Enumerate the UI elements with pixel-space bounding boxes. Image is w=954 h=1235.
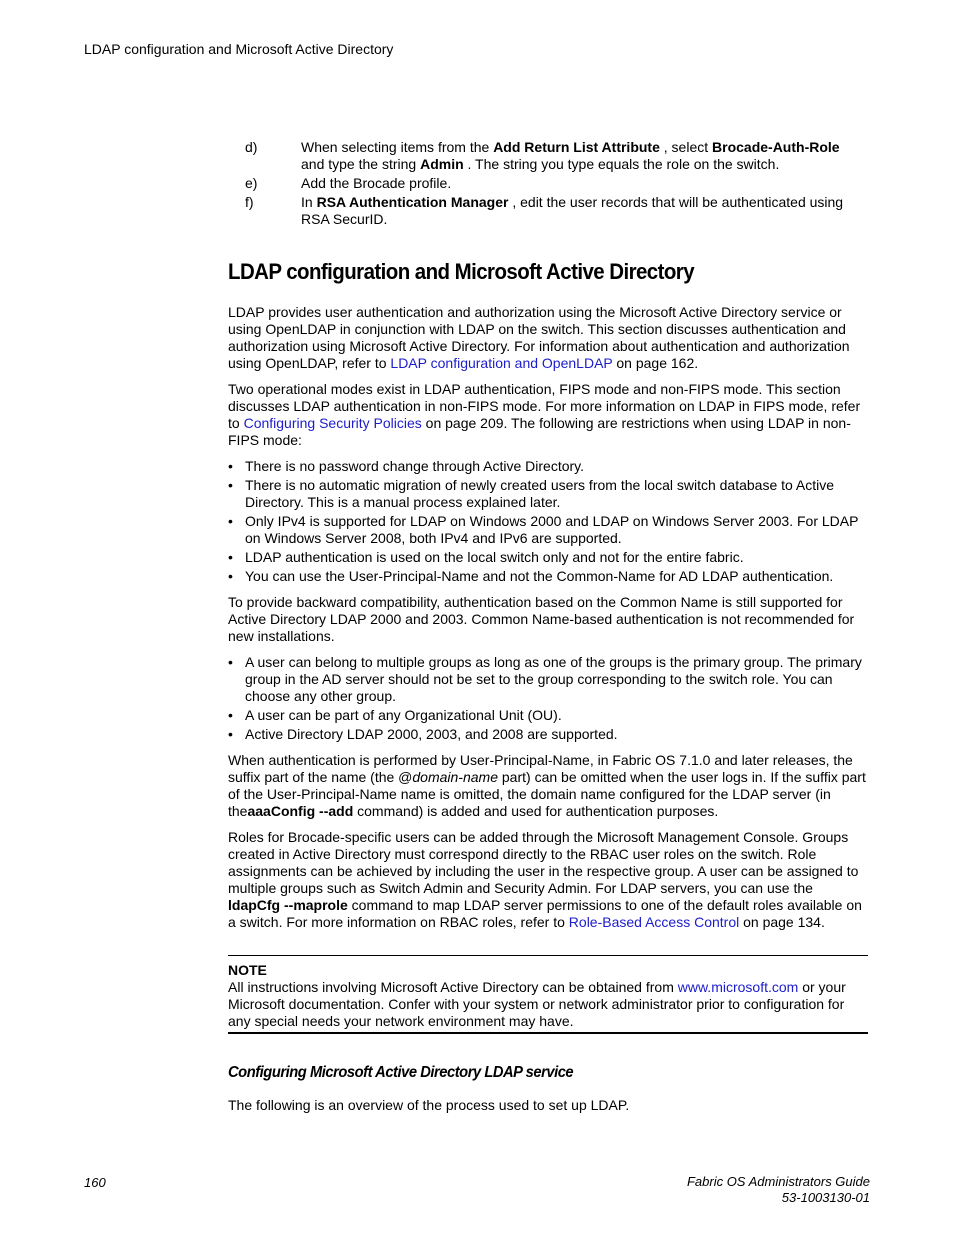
list-item: • LDAP authentication is used on the local switch only and not for the entire fabric. <box>228 549 744 565</box>
link-security-policies[interactable]: Configuring Security Policies <box>243 415 422 431</box>
link-rbac[interactable]: Role-Based Access Control <box>568 914 740 930</box>
list-item: • You can use the User-Principal-Name and not the Common-Name for AD LDAP authentication. <box>228 568 834 584</box>
paragraph-compatibility: To provide backward compatibility, authentication based on the Common Name is still supported for Active Directory LDAP 2000 and 2003. Common Name-based authentication is not recommended for new installations. <box>228 594 855 644</box>
main-content <box>228 258 868 1123</box>
section-title: LDAP configuration and Microsoft Active Directory <box>228 259 695 284</box>
running-header: LDAP configuration and Microsoft Active Directory <box>84 41 394 57</box>
link-microsoft[interactable]: www.microsoft.com <box>677 979 799 995</box>
note-label: NOTE <box>228 962 267 978</box>
step-text: When selecting items from the Add Return List Attribute , select Brocade-Auth-Role and type the string Admin . The string you type equals the role on the switch. <box>301 139 840 172</box>
paragraph-modes: Two operational modes exist in LDAP authentication, FIPS mode and non-FIPS mode. This section discusses LDAP authentication in non-FIPS mode. For more information on LDAP in FIPS mode, refer to Configuring Security Policies on page 209. The following are restrictions when using LDAP in non-FIPS mode: <box>228 381 861 448</box>
link-ldap-openldap[interactable]: LDAP configuration and OpenLDAP <box>390 355 613 371</box>
list-item: • A user can be part of any Organizational Unit (OU). <box>228 707 562 723</box>
note-box <box>228 955 868 1034</box>
guide-title: Fabric OS Administrators Guide <box>686 1174 870 1189</box>
step-f <box>245 194 865 228</box>
doc-number: 53-1003130-01 <box>781 1190 870 1205</box>
list-item: • Active Directory LDAP 2000, 2003, and 2008 are supported. <box>228 726 618 742</box>
step-letter: f) <box>245 194 254 210</box>
step-e <box>245 175 865 192</box>
paragraph-roles: Roles for Brocade-specific users can be added through the Microsoft Management Console. Groups created in Active Directory must correspond directly to the RBAC user roles on the switch. Role assignments can be achieved by including the user in the respective group. A user can be assigned to multiple groups such as Switch Admin and Security Admin. For LDAP servers, you can use the ldapCfg --maprole command to map LDAP server permissions to one of the default roles available on a switch. For more information on RBAC roles, refer to Role-Based Access Control on page 134. <box>228 829 862 930</box>
footer-info <box>687 1174 870 1206</box>
list-item: • A user can belong to multiple groups as long as one of the groups is the primary group. The primary group in the AD server should not be set to the group corresponding to the switch role. You can choose any other group. <box>228 654 862 704</box>
step-letter: d) <box>245 139 258 155</box>
subsection-title: Configuring Microsoft Active Directory LDAP service <box>228 1064 574 1081</box>
step-text: Add the Brocade profile. <box>301 175 452 191</box>
page-number: 160 <box>84 1175 106 1190</box>
step-letter: e) <box>245 175 258 191</box>
paragraph-intro: LDAP provides user authentication and authorization using the Microsoft Active Directory service or using OpenLDAP in conjunction with LDAP on the switch. This section discusses authentication and authorization using Microsoft Active Directory. For information about authentication and authorization using OpenLDAP, refer to LDAP configuration and OpenLDAP on page 162. <box>228 304 850 371</box>
step-d <box>245 139 865 173</box>
paragraph-upn: When authentication is performed by User-Principal-Name, in Fabric OS 7.1.0 and later releases, the suffix part of the name (the @domain-name part) can be omitted when the user logs in. If the suffix part of the User-Principal-Name name is omitted, the domain name configured for the LDAP server (in theaaaConfig --add command) is added and used for authentication purposes. <box>228 752 866 819</box>
restrictions-list <box>228 458 868 585</box>
list-item: • There is no password change through Active Directory. <box>228 458 585 474</box>
list-item: • Only IPv4 is supported for LDAP on Windows 2000 and LDAP on Windows Server 2003. For LDAP on Windows Server 2008, both IPv4 and IPv6 are supported. <box>228 513 859 546</box>
step-list <box>245 139 865 230</box>
paragraph-overview: The following is an overview of the process used to set up LDAP. <box>228 1097 630 1113</box>
step-text: In RSA Authentication Manager , edit the user records that will be authenticated using RSA SecurID. <box>301 194 844 227</box>
groups-list <box>228 654 868 743</box>
list-item: • There is no automatic migration of newly created users from the local switch database to Active Directory. This is a manual process explained later. <box>228 477 835 510</box>
note-text: All instructions involving Microsoft Active Directory can be obtained from www.microsoft.com or your Microsoft documentation. Confer with your system or network administrator prior to configuration for any special needs your network environment may have. <box>228 979 846 1029</box>
